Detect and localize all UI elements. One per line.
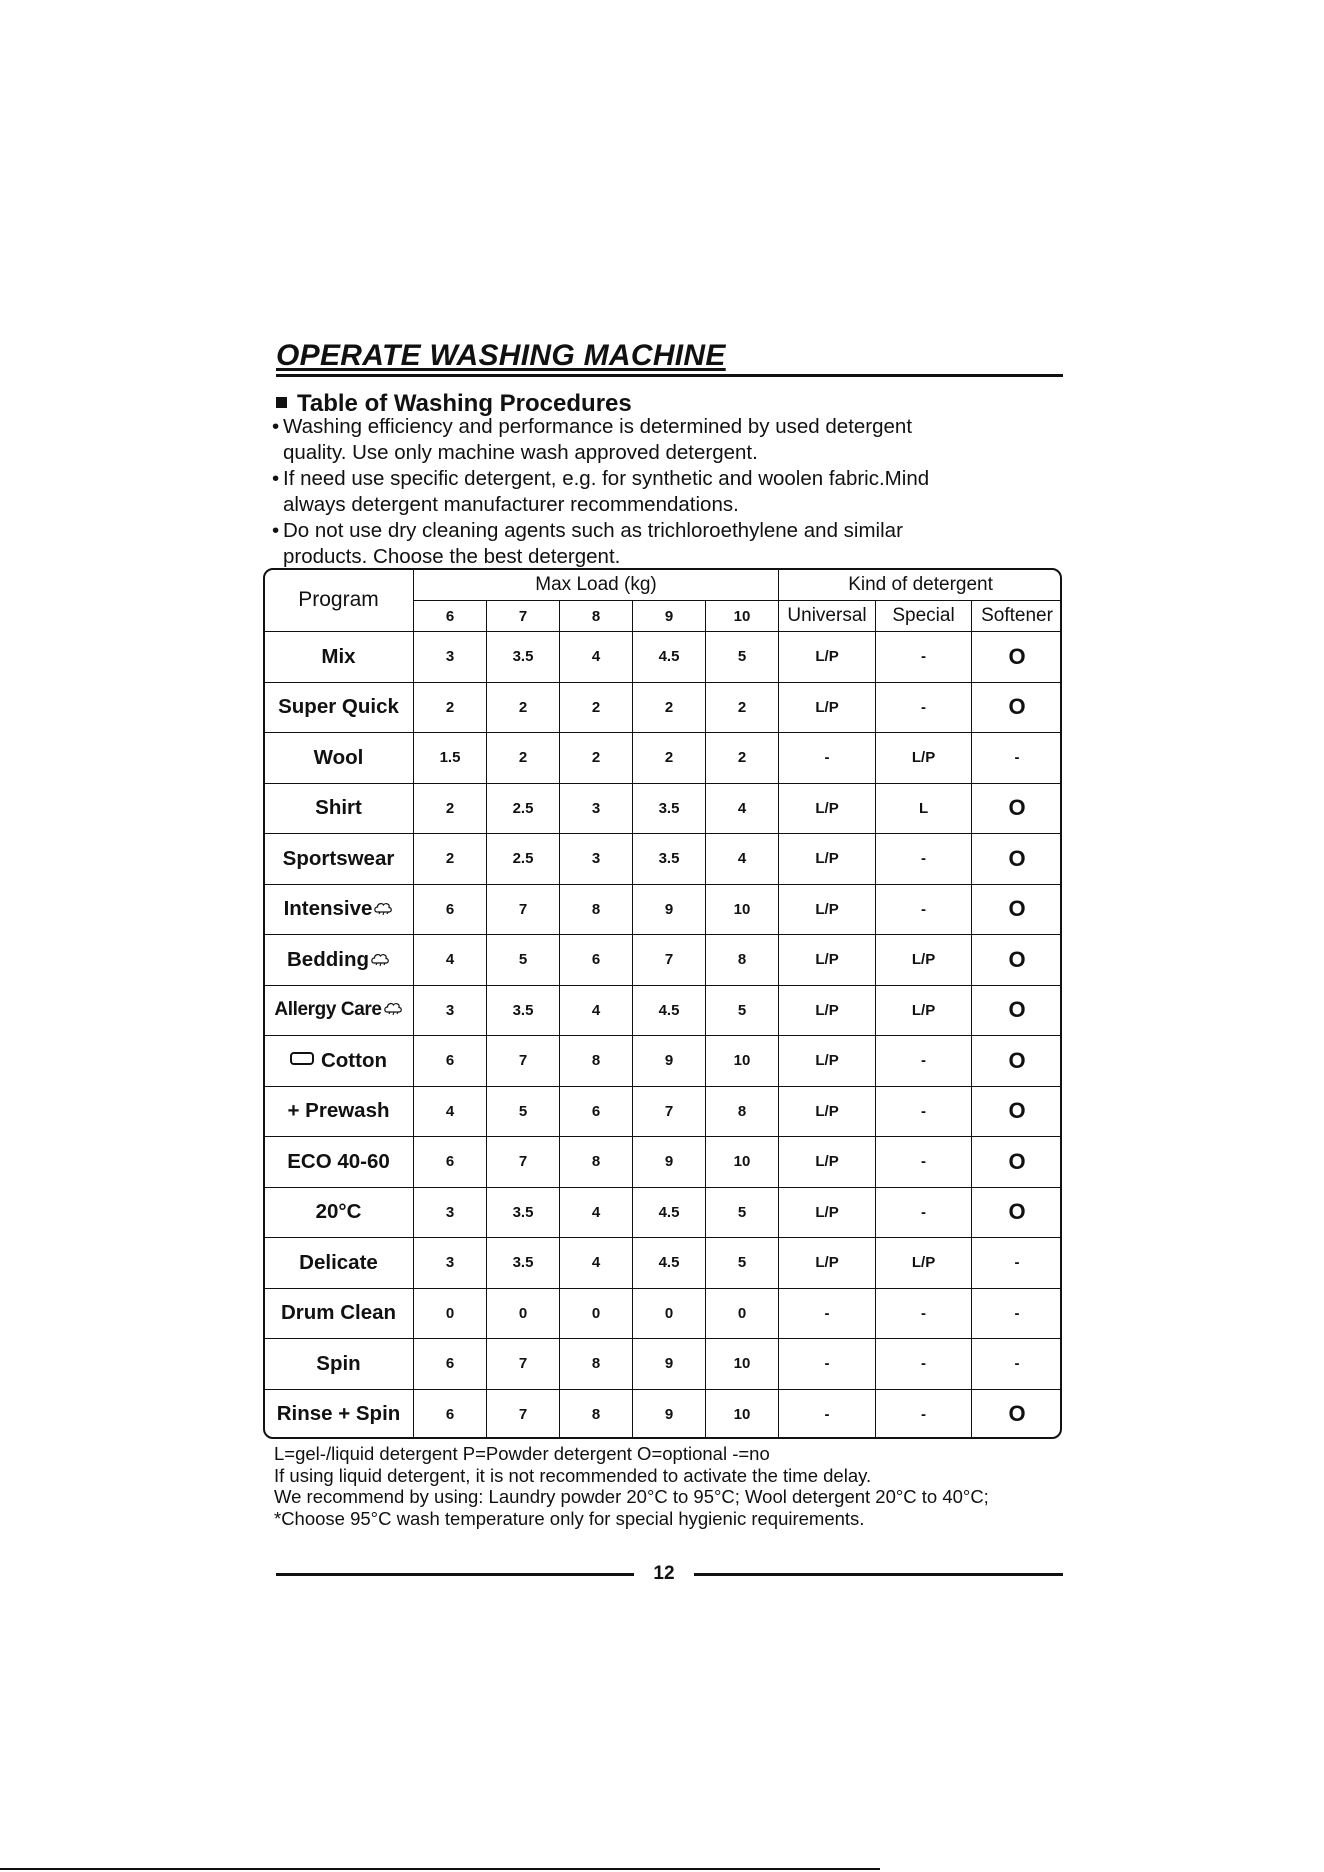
load-cell: 1.5: [414, 733, 487, 784]
steam-icon: [370, 949, 390, 965]
program-name: Spin: [316, 1351, 361, 1375]
program-cell: [264, 1187, 414, 1238]
load-cell: 3: [560, 783, 633, 834]
universal-cell: L/P: [779, 884, 876, 935]
load-cell: 0: [706, 1288, 779, 1339]
load-cell: 4: [560, 1238, 633, 1289]
table-row: [264, 1137, 1063, 1188]
legend-notes: [274, 1443, 989, 1529]
special-cell: -: [876, 884, 972, 935]
load-cell: 7: [487, 884, 560, 935]
universal-cell: L/P: [779, 985, 876, 1036]
table-row: [264, 632, 1063, 683]
special-cell: L/P: [876, 1238, 972, 1289]
load-cell: 3.5: [487, 1187, 560, 1238]
universal-cell: L/P: [779, 1238, 876, 1289]
load-cell: 3: [560, 834, 633, 885]
load-cell: 3: [414, 985, 487, 1036]
special-cell: -: [876, 834, 972, 885]
special-cell: -: [876, 1036, 972, 1087]
program-cell: [264, 1339, 414, 1390]
softener-cell: -: [972, 1288, 1062, 1339]
softener-cell: O: [972, 834, 1062, 885]
table-row: [264, 834, 1063, 885]
load-cell: 2: [414, 783, 487, 834]
softener-cell: O: [972, 1086, 1062, 1137]
load-cell: 6: [414, 884, 487, 935]
softener-cell: O: [972, 783, 1062, 834]
softener-cell: -: [972, 733, 1062, 784]
load-cell: 7: [633, 935, 706, 986]
load-column-header: 10: [706, 601, 779, 632]
universal-cell: L/P: [779, 1086, 876, 1137]
load-cell: 5: [487, 935, 560, 986]
bullet-item: [272, 414, 1072, 465]
procedures-table: [263, 568, 1062, 1439]
softener-cell: -: [972, 1339, 1062, 1390]
program-name: ECO 40-60: [287, 1149, 390, 1173]
softener-cell: O: [972, 1137, 1062, 1188]
program-name: 20°C: [315, 1200, 362, 1224]
bullet-list: [272, 414, 1072, 570]
load-cell: 9: [633, 1389, 706, 1439]
load-cell: 8: [560, 1389, 633, 1439]
load-cell: 10: [706, 1389, 779, 1439]
load-cell: 4: [560, 1187, 633, 1238]
program-cell: [264, 783, 414, 834]
universal-cell: -: [779, 733, 876, 784]
load-cell: 3.5: [487, 632, 560, 683]
special-cell: -: [876, 632, 972, 683]
washing-procedures-table: [263, 568, 1062, 1439]
program-cell: [264, 1238, 414, 1289]
load-column-header: 7: [487, 601, 560, 632]
special-cell: -: [876, 1086, 972, 1137]
page-number: 12: [653, 1563, 675, 1584]
load-cell: 8: [560, 884, 633, 935]
universal-cell: -: [779, 1339, 876, 1390]
table-row: [264, 1086, 1063, 1137]
bullet-item: [272, 518, 1072, 569]
load-cell: 3: [414, 1238, 487, 1289]
universal-cell: L/P: [779, 1036, 876, 1087]
program-cell: [264, 733, 414, 784]
table-row: [264, 985, 1063, 1036]
program-cell: [264, 884, 414, 935]
load-cell: 10: [706, 884, 779, 935]
load-cell: 8: [706, 1086, 779, 1137]
load-cell: 2: [487, 682, 560, 733]
bullet-line: Washing efficiency and performance is determined by used detergent: [283, 415, 913, 438]
program-cell: [264, 935, 414, 986]
load-cell: 0: [633, 1288, 706, 1339]
universal-cell: L/P: [779, 682, 876, 733]
special-cell: -: [876, 1137, 972, 1188]
program-name: Super Quick: [278, 695, 399, 719]
program-name: Shirt: [315, 796, 362, 820]
softener-cell: -: [972, 1238, 1062, 1289]
bottom-edge-rule: [0, 1868, 880, 1870]
note-line: *Choose 95°C wash temperature only for special hygienic requirements.: [274, 1507, 865, 1529]
load-cell: 2: [560, 733, 633, 784]
load-cell: 9: [633, 884, 706, 935]
bullet-dot-icon: •: [272, 519, 280, 542]
bullet-dot-icon: •: [272, 467, 280, 490]
load-cell: 0: [560, 1288, 633, 1339]
load-cell: 6: [560, 1086, 633, 1137]
load-cell: 0: [414, 1288, 487, 1339]
load-cell: 2: [633, 733, 706, 784]
load-cell: 4: [560, 632, 633, 683]
page-title-text: OPERATE WASHING MACHINE: [276, 339, 726, 372]
table-row: [264, 783, 1063, 834]
load-cell: 8: [560, 1036, 633, 1087]
special-cell: -: [876, 1187, 972, 1238]
universal-cell: L/P: [779, 834, 876, 885]
universal-cell: L/P: [779, 1137, 876, 1188]
bullet-line: Do not use dry cleaning agents such as trichloroethylene and similar: [283, 519, 903, 542]
load-cell: 6: [414, 1389, 487, 1439]
max-load-header: Max Load (kg): [414, 569, 779, 601]
section-heading-text: Table of Washing Procedures: [297, 390, 632, 417]
program-name: + Prewash: [287, 1099, 390, 1123]
load-cell: 9: [633, 1036, 706, 1087]
load-cell: 6: [414, 1036, 487, 1087]
load-cell: 3.5: [633, 834, 706, 885]
load-cell: 8: [560, 1339, 633, 1390]
bullet-item: [272, 466, 1072, 517]
load-cell: 4.5: [633, 1187, 706, 1238]
load-cell: 7: [633, 1086, 706, 1137]
load-cell: 6: [414, 1339, 487, 1390]
load-cell: 5: [706, 985, 779, 1036]
load-cell: 2: [487, 733, 560, 784]
load-cell: 6: [414, 1137, 487, 1188]
cotton-icon: [290, 1052, 314, 1065]
program-name: Sportswear: [282, 846, 395, 870]
load-cell: 7: [487, 1339, 560, 1390]
program-name: Mix: [321, 644, 356, 668]
footer-rule-left: [276, 1573, 634, 1576]
load-cell: 5: [706, 1238, 779, 1289]
special-cell: -: [876, 682, 972, 733]
load-cell: 8: [706, 935, 779, 986]
load-cell: 3.5: [633, 783, 706, 834]
bullet-line: products. Choose the best detergent.: [283, 544, 621, 568]
load-cell: 4: [706, 834, 779, 885]
special-cell: L: [876, 783, 972, 834]
page-title: [276, 338, 1063, 377]
load-cell: 4.5: [633, 1238, 706, 1289]
load-cell: 3.5: [487, 1238, 560, 1289]
load-cell: 5: [706, 1187, 779, 1238]
table-row: [264, 1238, 1063, 1289]
program-name: Intensive: [283, 897, 373, 921]
steam-icon: [383, 1000, 403, 1016]
program-cell: [264, 1036, 414, 1087]
softener-cell: O: [972, 632, 1062, 683]
load-cell: 4.5: [633, 985, 706, 1036]
load-cell: 7: [487, 1137, 560, 1188]
load-cell: 2.5: [487, 783, 560, 834]
bullet-line: If need use specific detergent, e.g. for synthetic and woolen fabric.Mind: [283, 467, 930, 490]
table-row: [264, 884, 1063, 935]
load-cell: 10: [706, 1137, 779, 1188]
load-cell: 10: [706, 1036, 779, 1087]
load-cell: 4: [414, 935, 487, 986]
load-cell: 9: [633, 1339, 706, 1390]
program-cell: [264, 834, 414, 885]
load-cell: 10: [706, 1339, 779, 1390]
special-cell: L/P: [876, 935, 972, 986]
load-cell: 0: [487, 1288, 560, 1339]
load-column-header: 8: [560, 601, 633, 632]
table-row: [264, 1389, 1063, 1439]
load-cell: 7: [487, 1036, 560, 1087]
note-line: If using liquid detergent, it is not recommended to activate the time delay.: [274, 1464, 872, 1486]
load-cell: 2: [414, 682, 487, 733]
footer-rule-right: [694, 1573, 1063, 1576]
load-cell: 9: [633, 1137, 706, 1188]
load-cell: 3.5: [487, 985, 560, 1036]
softener-cell: O: [972, 1389, 1062, 1439]
program-cell: [264, 985, 414, 1036]
program-column-header: Program: [264, 569, 414, 632]
table-row: [264, 935, 1063, 986]
load-cell: 4: [414, 1086, 487, 1137]
steam-icon: [373, 898, 393, 914]
table-row: [264, 682, 1063, 733]
load-cell: 8: [560, 1137, 633, 1188]
program-name: Drum Clean: [280, 1301, 397, 1325]
bullet-dot-icon: •: [272, 415, 280, 438]
note-line: We recommend by using: Laundry powder 20°C to 95°C; Wool detergent 20°C to 40°C;: [274, 1486, 989, 1507]
program-cell: [264, 1086, 414, 1137]
table-row: [264, 733, 1063, 784]
softener-cell: O: [972, 935, 1062, 986]
softener-cell: O: [972, 1036, 1062, 1087]
load-cell: 2: [706, 682, 779, 733]
table-row: [264, 1036, 1063, 1087]
program-name: Wool: [313, 745, 364, 769]
universal-cell: L/P: [779, 632, 876, 683]
table-row: [264, 1339, 1063, 1390]
program-name: Cotton: [320, 1048, 388, 1072]
load-cell: 2: [560, 682, 633, 733]
load-cell: 7: [487, 1389, 560, 1439]
special-cell: L/P: [876, 733, 972, 784]
load-cell: 5: [487, 1086, 560, 1137]
softener-cell: O: [972, 1187, 1062, 1238]
load-cell: 2: [706, 733, 779, 784]
program-cell: [264, 1288, 414, 1339]
program-cell: [264, 632, 414, 683]
bullet-line: quality. Use only machine wash approved detergent.: [283, 440, 758, 464]
bullet-line: always detergent manufacturer recommendations.: [283, 492, 739, 516]
load-column-header: 9: [633, 601, 706, 632]
universal-column-header: Universal: [779, 601, 876, 632]
universal-cell: L/P: [779, 935, 876, 986]
load-cell: 2.5: [487, 834, 560, 885]
table-row: [264, 1288, 1063, 1339]
program-name: Rinse + Spin: [276, 1402, 401, 1426]
load-cell: 3: [414, 1187, 487, 1238]
program-cell: [264, 1389, 414, 1439]
softener-cell: O: [972, 884, 1062, 935]
universal-cell: L/P: [779, 783, 876, 834]
program-name: Bedding: [287, 947, 369, 971]
note-line: L=gel-/liquid detergent P=Powder detergent O=optional -=no: [274, 1443, 770, 1464]
softener-cell: O: [972, 985, 1062, 1036]
universal-cell: -: [779, 1288, 876, 1339]
special-cell: -: [876, 1339, 972, 1390]
load-cell: 2: [414, 834, 487, 885]
load-cell: 5: [706, 632, 779, 683]
load-column-header: 6: [414, 601, 487, 632]
universal-cell: L/P: [779, 1187, 876, 1238]
program-name: Allergy Care: [274, 999, 382, 1021]
table-body: [264, 632, 1063, 1440]
softener-cell: O: [972, 682, 1062, 733]
square-bullet-icon: [276, 397, 287, 408]
load-cell: 6: [560, 935, 633, 986]
special-cell: -: [876, 1288, 972, 1339]
program-cell: [264, 682, 414, 733]
special-cell: -: [876, 1389, 972, 1439]
special-column-header: Special: [876, 601, 972, 632]
load-cell: 4: [560, 985, 633, 1036]
load-cell: 4: [706, 783, 779, 834]
special-cell: L/P: [876, 985, 972, 1036]
table-row: [264, 1187, 1063, 1238]
load-cell: 2: [633, 682, 706, 733]
load-cell: 4.5: [633, 632, 706, 683]
softener-column-header: Softener: [972, 601, 1062, 632]
program-cell: [264, 1137, 414, 1188]
load-cell: 3: [414, 632, 487, 683]
universal-cell: -: [779, 1389, 876, 1439]
program-name: Delicate: [299, 1250, 378, 1274]
detergent-kind-header: Kind of detergent: [779, 569, 1062, 601]
